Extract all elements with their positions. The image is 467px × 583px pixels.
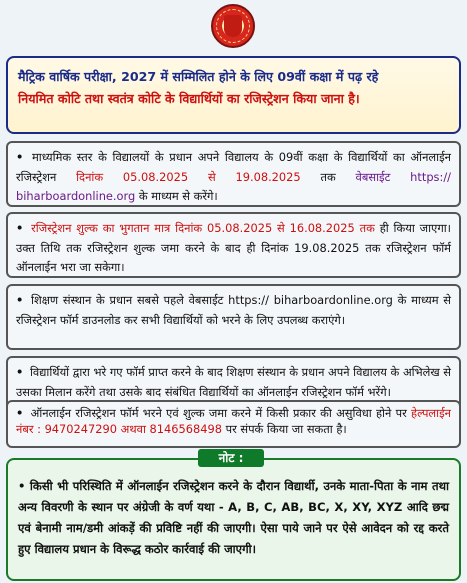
note-text: किसी भी परिस्थिति में ऑनलाईन रजिस्ट्रेशन करने के दौरान विद्यार्थी, उनके माता-पिता के नाम तथा अन्य विवरणी के स्थान पर अंग्रेजी के वर्ण यथा - A, B, C, AB, BC, X, XY, XYZ आदि छद्म एवं बेनामी नाम/डमी आंकड़ें की प्रविष्टि नहीं की जाएगी। ऐसा पाये जाने पर ऐसे आवेदन को रद्द करते हुए विद्यालय प्रधान के विरूद्ध कठोर कार्रवाई की जाएगी।: [18, 479, 449, 556]
bseb-logo-icon: [211, 4, 255, 48]
bullet-3-text: शिक्षण संस्थान के प्रधान सबसे पहले वेबसाईट https:// biharboardonline.org के माध्यम से रजिस्ट्रेशन फॉर्म डाउनलोड कर सभी विद्यार्थियों को भरने के लिए उपलब्ध कराएंगे।: [16, 293, 452, 327]
bullet-1-dates: दिनांक 05.08.2025 से 19.08.2025: [76, 169, 301, 184]
bullet-box-1: [6, 141, 461, 207]
header-line-1: मैट्रिक वार्षिक परीक्षा, 2027 में सम्मिलित होने के लिए 09वीं कक्षा में पढ़ रहे: [18, 69, 379, 84]
bullet-4-text: विद्यार्थियों द्वारा भरे गए फॉर्म प्राप्त करने के बाद शिक्षण संस्थान के प्रधान अपने विद्यालय के अभिलेख से उसका मिलान करेंगे तथा उसके बाद संबंधित विद्यार्थियों का ऑनलाईन रजिस्ट्रेशन फॉर्म भरेंगे।: [16, 365, 451, 399]
bullet-box-5: [6, 400, 461, 448]
bullet-dot: •: [16, 365, 24, 379]
bullet-1-text-a: माध्यमिक स्तर के विद्यालयों के प्रधान अपने विद्यालय के 09वीं कक्षा के विद्यार्थियों का ऑनलाईन रजिस्ट्रेशन: [16, 150, 451, 184]
notice-header: [6, 56, 461, 134]
note-box: [6, 458, 461, 581]
bullet-1-text-e: के माध्यम से करेंगे।: [135, 189, 218, 203]
bullet-5-text-a: ऑनलाईन रजिस्ट्रेशन फॉर्म भरने एवं शुल्क जमा करने में किसी प्रकार की असुविधा होने पर: [30, 406, 412, 420]
logo-emblem: [224, 15, 242, 37]
bullet-box-2: [6, 212, 461, 278]
bullet-5-helpline: हेल्पलाईन नंबर : 9470247290 अथवा 8146568498: [16, 406, 452, 436]
bullet-dot: •: [16, 406, 24, 420]
bullet-2-fee-dates: रजिस्ट्रेशन शुल्क का भुगतान मात्र दिनांक 05.08.2025 से 16.08.2025 तक: [31, 221, 375, 235]
header-line-2: नियमित कोटि तथा स्वतंत्र कोटि के विद्यार्थियों का रजिस्ट्रेशन किया जाना है।: [18, 91, 360, 106]
bullet-1-website: वेबसाईट https:// biharboardonline.org: [16, 169, 452, 203]
bullet-dot: •: [18, 479, 26, 493]
bullet-dot: •: [16, 221, 24, 235]
note-label: नोट :: [198, 449, 264, 467]
bullet-1-text-c: तक: [300, 169, 356, 184]
bullet-box-3: [6, 284, 461, 350]
bullet-2-text-b: ही किया जाएगा। उक्त तिथि तक रजिस्ट्रेशन शुल्क जमा करने के बाद ही दिनांक 19.08.2025 तक रजिस्ट्रेशन फॉर्म ऑनलाईन भरा जा सकेगा।: [16, 221, 452, 274]
bullet-5-text-c: पर संपर्क किया जा सकता है।: [222, 422, 347, 436]
bullet-dot: •: [16, 150, 24, 164]
bullet-dot: •: [16, 293, 24, 307]
